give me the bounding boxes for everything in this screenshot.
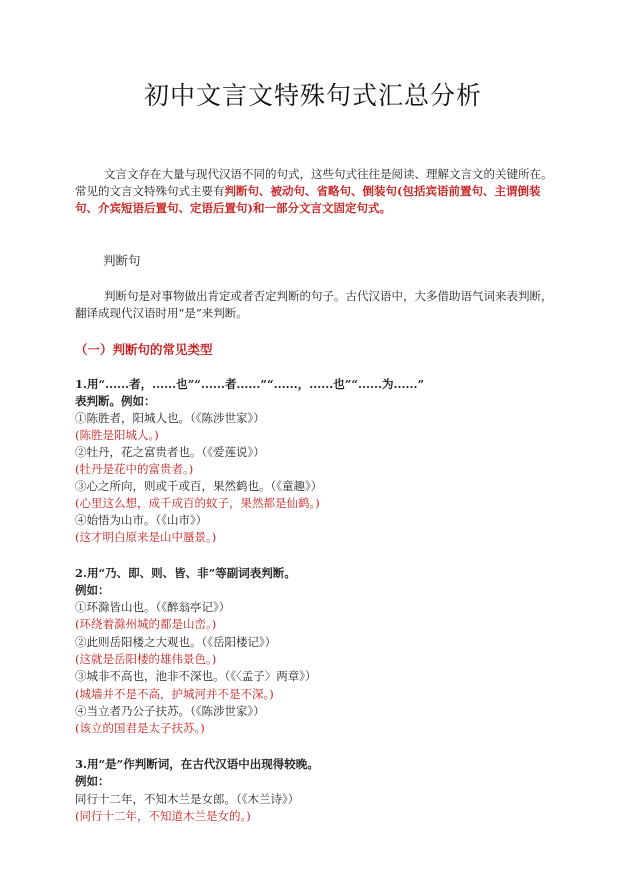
type2-example-1: ①环滁皆山也。（《醉翁亭记》） [75,600,231,614]
intro-paragraph [75,166,553,217]
type3-title: 3.用“是”作判断词，在古代汉语中出现得较晚。 [75,757,319,771]
section-heading-types: （一）判断句的常见类型 [75,342,213,357]
type2-translation-3: (城墙并不是不高，护城河并不是不深。) [75,687,274,701]
type2-translation-2: (这就是岳阳楼的雄伟景色。) [75,652,217,666]
type1-translation-4: (这才明白原来是山中蜃景。) [75,530,217,544]
type1-translation-2: (牡丹是花中的富贵者。) [75,462,194,476]
type1-example-3: ③心之所向，则或千或百，果然鹤也。（《童趣》） [75,479,323,493]
type2-example-2: ②此则岳阳楼之大观也。（《岳阳楼记》） [75,635,277,649]
type1-example-1: ①陈胜者，阳城人也。（《陈涉世家》） [75,411,265,425]
type2-translation-1: (环绕着滁州城的都是山峦。) [75,617,217,631]
type1-example-2: ②牡丹，花之富贵者也。（《爱莲说》） [75,445,265,459]
page-title: 初中文言文特殊句式汇总分析 [143,81,482,110]
type1-title-line1: 1.用“......者，......也”“......者......”“......，......也”“......为......” [75,377,425,391]
definition-paragraph: 判断句是对事物做出肯定或者否定判断的句子。古代汉语中，大多借助语气词来表判断，翻译成现代汉语时用“是”来判断。 [75,289,553,320]
type2-example-4: ④当立者乃公子扶苏。（《陈涉世家》） [75,704,265,718]
type2-title: 2.用“乃、即、则、皆、非”等副词表判断。 [75,566,296,580]
type2-label: 例如： [75,583,110,597]
type2-example-3: ③城非不高也，池非不深也。（《〈孟子〉两章》） [75,669,317,683]
type1-example-4: ④始悟为山市。（《山市》） [75,513,208,527]
type1-translation-1: (陈胜是阳城人。) [75,428,159,442]
heading-judgment: 判断句 [103,253,141,268]
type1-title-line2: 表判断。例如： [75,394,156,408]
type2-translation-4: (该立的国君是太子扶苏。) [75,721,205,735]
type1-translation-3: (心里这么想，成千成百的蚊子，果然都是仙鹤。) [75,496,320,510]
type3-translation-1: (同行十二年，不知道木兰是女的。) [75,809,251,823]
type3-example-1: 同行十二年，不知木兰是女郎。（《木兰诗》） [75,792,300,806]
type3-label: 例如： [75,774,110,788]
intro-highlight: 判断句、被动句、省略句、倒装句(包括宾语前置句、主谓倒装句、介宾短语后置句、定语后置句)和一部分文言文固定句式。 [75,184,541,215]
intro-text: 文言文存在大量与现代汉语不同的句式，这些句式往往是阅读、理解文言文的关键所在。常见的文言文特殊句式主要有 [75,167,553,198]
